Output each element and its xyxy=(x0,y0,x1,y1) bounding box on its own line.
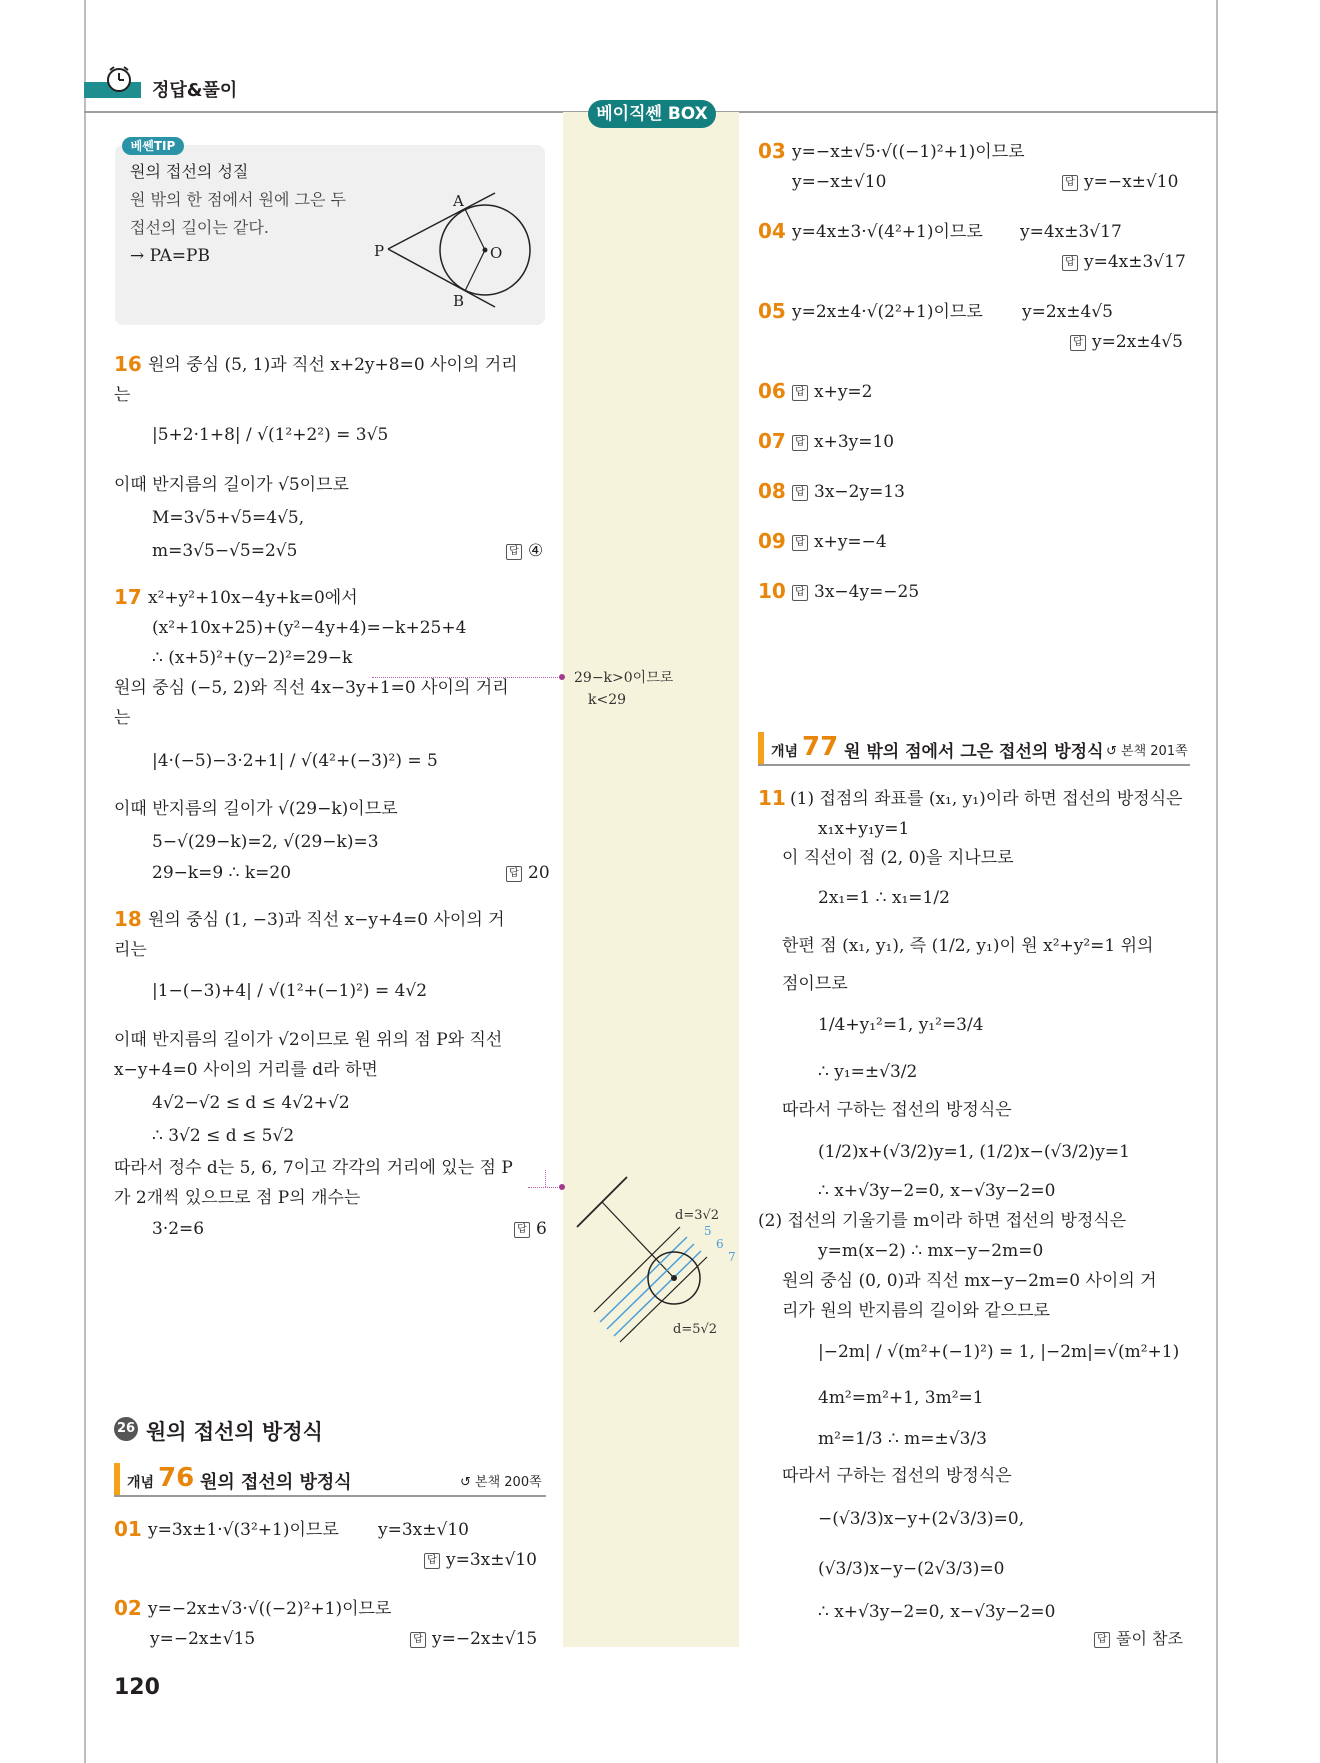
p17-line-4: 원의 중심 (−5, 2)와 직선 4x−3y+1=0 사이의 거리 xyxy=(114,678,509,698)
p16-answer xyxy=(506,540,543,562)
p11-line-22: ∴ x+√3y−2=0, x−√3y−2=0 xyxy=(818,1602,1056,1622)
answer-box-icon: 답 xyxy=(792,535,808,551)
p02-answer-value: y=−2x±√15 xyxy=(432,1629,538,1649)
p05-answer-value: y=2x±4√5 xyxy=(1092,332,1183,352)
note-dot-17 xyxy=(559,674,565,680)
p18-line-10: 3·2=6 xyxy=(152,1219,205,1239)
p02-answer xyxy=(410,1628,537,1650)
diagram-label-7: 7 xyxy=(728,1250,736,1264)
p11-answer xyxy=(1094,1628,1183,1650)
p11-line-12: (2) 접선의 기울기를 m이라 하면 접선의 방정식은 xyxy=(758,1211,1127,1231)
diagram-label-5: 5 xyxy=(704,1224,712,1238)
answer-box-icon: 답 xyxy=(792,585,808,601)
answer-box-icon: 답 xyxy=(1070,335,1086,351)
page-frame-right xyxy=(1216,0,1218,1763)
p11-line-8: ∴ y₁=±√3/2 xyxy=(818,1062,918,1082)
note-link-18-vertical xyxy=(545,1170,546,1187)
p04-line-1b: y=4x±3√17 xyxy=(1020,222,1122,242)
concept-76-bar xyxy=(114,1463,120,1495)
answer-box-icon: 답 xyxy=(792,385,808,401)
p09-answer-value: x+y=−4 xyxy=(814,532,887,552)
diagram-label-6: 6 xyxy=(716,1237,724,1251)
note-dot-18 xyxy=(559,1184,565,1190)
p16-line-5: M=3√5+√5=4√5, xyxy=(152,508,305,528)
section-title: 원의 접선의 방정식 xyxy=(146,1420,323,1444)
p05-answer xyxy=(1070,331,1183,353)
p18-line-5: x−y+4=0 사이의 거리를 d라 하면 xyxy=(114,1060,378,1080)
answer-box-icon: 답 xyxy=(410,1632,426,1648)
answer-box-icon: 답 xyxy=(1062,175,1078,191)
p01-answer-value: y=3x±√10 xyxy=(446,1550,537,1570)
p18-line-3: |1−(−3)+4| / √(1²+(−1)²) = 4√2 xyxy=(152,981,428,1001)
problem-number-08: 08 xyxy=(758,479,786,503)
p11-line-14: 원의 중심 (0, 0)과 직선 mx−y−2m=0 사이의 거 xyxy=(782,1271,1157,1291)
p17-line-2: (x²+10x+25)+(y²−4y+4)=−k+25+4 xyxy=(152,618,467,638)
p11-line-4: 2x₁=1 ∴ x₁=1/2 xyxy=(818,888,950,908)
answer-box-icon: 답 xyxy=(792,485,808,501)
p17-line-9: 29−k=9 ∴ k=20 xyxy=(152,863,292,883)
p17-line-3: ∴ (x+5)²+(y−2)²=29−k xyxy=(152,648,353,668)
p11-line-6: 점이므로 xyxy=(782,974,848,994)
answer-box-icon: 답 xyxy=(1062,255,1078,271)
p01-line-1b: y=3x±√10 xyxy=(378,1520,469,1540)
answer-box-icon: 답 xyxy=(514,1222,530,1238)
p02-line-1: y=−2x±√3·√((−2)²+1)이므로 xyxy=(148,1599,392,1619)
p07-answer-value: x+3y=10 xyxy=(814,432,895,452)
p18-line-7: ∴ 3√2 ≤ d ≤ 5√2 xyxy=(152,1126,295,1146)
problem-number-10: 10 xyxy=(758,579,786,603)
p10-answer xyxy=(792,581,919,603)
note-17-line-2: k<29 xyxy=(588,692,627,708)
tip-label-a: A xyxy=(453,192,464,210)
problem-number-07: 07 xyxy=(758,429,786,453)
p04-line-1: y=4x±3·√(4²+1)이므로 xyxy=(792,222,983,242)
p11-line-13: y=m(x−2) ∴ mx−y−2m=0 xyxy=(818,1241,1044,1261)
page-frame-left xyxy=(84,0,86,1763)
concept-77-ref xyxy=(1106,740,1188,759)
p18-line-2: 리는 xyxy=(114,940,147,960)
p11-line-10: (1/2)x+(√3/2)y=1, (1/2)x−(√3/2)y=1 xyxy=(818,1142,1130,1162)
answer-box-icon: 답 xyxy=(792,435,808,451)
p11-line-7: 1/4+y₁²=1, y₁²=3/4 xyxy=(818,1015,984,1035)
p10-answer-value: 3x−4y=−25 xyxy=(814,582,920,602)
p11-line-21: (√3/3)x−y−(2√3/3)=0 xyxy=(818,1559,1005,1579)
p17-answer-value: 20 xyxy=(528,863,550,883)
p18-line-9: 가 2개씩 있으므로 점 P의 개수는 xyxy=(114,1188,361,1208)
p17-line-7: 이때 반지름의 길이가 √(29−k)이므로 xyxy=(114,799,398,819)
p06-answer xyxy=(792,381,873,403)
p17-answer xyxy=(506,862,550,884)
p18-line-4: 이때 반지름의 길이가 √2이므로 원 위의 점 P와 직선 xyxy=(114,1030,503,1050)
p11-line-16: |−2m| / √(m²+(−1)²) = 1, |−2m|=√(m²+1) xyxy=(818,1342,1180,1362)
diagram-label-d-max: d=5√2 xyxy=(673,1322,718,1337)
tip-line-3: → PA=PB xyxy=(130,246,210,266)
answer-box-icon: 답 xyxy=(424,1553,440,1569)
p04-answer xyxy=(1062,251,1186,273)
concept-76-ref-text: 본책 200쪽 xyxy=(475,1475,542,1490)
tip-label-b: B xyxy=(453,292,465,310)
p16-answer-value: ④ xyxy=(528,541,544,561)
p09-answer xyxy=(792,531,887,553)
problem-number-17: 17 xyxy=(114,585,142,609)
diagram-label-d-min: d=3√2 xyxy=(675,1208,720,1223)
p06-answer-value: x+y=2 xyxy=(814,382,873,402)
p16-line-2: 는 xyxy=(114,385,131,405)
concept-77-header xyxy=(758,732,1190,764)
problem-number-09: 09 xyxy=(758,529,786,553)
note-link-17 xyxy=(372,677,562,678)
concept-77-rule xyxy=(758,764,1190,766)
concept-76-rule xyxy=(114,1495,546,1497)
problem-number-05: 05 xyxy=(758,299,786,323)
problem-number-16: 16 xyxy=(114,352,142,376)
p11-line-18: m²=1/3 ∴ m=±√3/3 xyxy=(818,1429,987,1449)
p11-line-2: x₁x+y₁y=1 xyxy=(818,819,910,839)
p03-line-2: y=−x±√10 xyxy=(792,172,887,192)
concept-76-prefix: 개념 xyxy=(127,1475,155,1491)
p17-line-6: |4·(−5)−3·2+1| / √(4²+(−3)²) = 5 xyxy=(152,751,438,771)
p18-line-6: 4√2−√2 ≤ d ≤ 4√2+√2 xyxy=(152,1093,350,1113)
basic-box-label: 베이직쎈 BOX xyxy=(588,100,716,128)
p01-line-1: y=3x±1·√(3²+1)이므로 xyxy=(148,1520,339,1540)
p11-line-11: ∴ x+√3y−2=0, x−√3y−2=0 xyxy=(818,1181,1056,1201)
concept-77-bar xyxy=(758,732,764,764)
header-title: 정답&풀이 xyxy=(152,80,238,101)
p17-line-5: 는 xyxy=(114,708,131,728)
tip-badge: 베쎈TIP xyxy=(122,137,184,155)
concept-77-number: 77 xyxy=(802,732,839,762)
p17-line-1: x²+y²+10x−4y+k=0에서 xyxy=(148,588,358,608)
distance-diagram xyxy=(572,1172,737,1347)
answer-box-icon: 답 xyxy=(506,866,522,882)
p11-line-19: 따라서 구하는 접선의 방정식은 xyxy=(782,1466,1012,1486)
p16-line-4: 이때 반지름의 길이가 √5이므로 xyxy=(114,475,349,495)
note-link-18 xyxy=(528,1187,562,1188)
p03-answer xyxy=(1062,171,1178,193)
p11-line-3: 이 직선이 점 (2, 0)을 지나므로 xyxy=(782,848,1014,868)
page-number: 120 xyxy=(114,1675,160,1700)
p08-answer-value: 3x−2y=13 xyxy=(814,482,905,502)
tip-line-1: 원 밖의 한 점에서 원에 그은 두 xyxy=(130,190,346,209)
p11-answer-value: 풀이 참조 xyxy=(1116,1629,1183,1648)
tip-label-p: P xyxy=(374,242,385,260)
p01-answer xyxy=(424,1549,537,1571)
book-ref-icon: ↺ xyxy=(1106,744,1122,759)
section-badge: 26 xyxy=(114,1417,138,1441)
p17-line-8: 5−√(29−k)=2, √(29−k)=3 xyxy=(152,832,379,852)
p18-line-8: 따라서 정수 d는 5, 6, 7이고 각각의 거리에 있는 점 P xyxy=(114,1158,513,1178)
p11-line-9: 따라서 구하는 접선의 방정식은 xyxy=(782,1100,1012,1120)
p08-answer xyxy=(792,481,905,503)
problem-number-02: 02 xyxy=(114,1596,142,1620)
p03-line-1: y=−x±√5·√((−1)²+1)이므로 xyxy=(792,142,1025,162)
p18-answer-value: 6 xyxy=(536,1219,547,1239)
p18-line-1: 원의 중심 (1, −3)과 직선 x−y+4=0 사이의 거 xyxy=(148,910,505,930)
tip-title: 원의 접선의 성질 xyxy=(130,162,249,181)
concept-77-ref-text: 본책 201쪽 xyxy=(1121,744,1188,759)
book-ref-icon: ↺ xyxy=(460,1475,476,1490)
p18-answer xyxy=(514,1218,547,1240)
concept-76-header xyxy=(114,1463,546,1495)
note-17-line-1: 29−k>0이므로 xyxy=(574,670,674,686)
problem-number-04: 04 xyxy=(758,219,786,243)
concept-76-number: 76 xyxy=(158,1463,195,1493)
p02-line-2: y=−2x±√15 xyxy=(150,1629,256,1649)
p16-line-6: m=3√5−√5=2√5 xyxy=(152,541,298,561)
p11-line-17: 4m²=m²+1, 3m²=1 xyxy=(818,1388,984,1408)
tip-line-2: 접선의 길이는 같다. xyxy=(130,218,269,237)
problem-number-03: 03 xyxy=(758,139,786,163)
answer-box-icon: 답 xyxy=(1094,1632,1110,1648)
p11-line-5: 한편 점 (x₁, y₁), 즉 (1/2, y₁)이 원 x²+y²=1 위의 xyxy=(782,936,1154,956)
p16-line-3: |5+2·1+8| / √(1²+2²) = 3√5 xyxy=(152,425,389,445)
p11-line-15: 리가 원의 반지름의 길이와 같으므로 xyxy=(782,1301,1050,1321)
p05-line-1b: y=2x±4√5 xyxy=(1022,302,1113,322)
p07-answer xyxy=(792,431,894,453)
p16-line-1: 원의 중심 (5, 1)과 직선 x+2y+8=0 사이의 거리 xyxy=(148,355,518,375)
concept-76-title: 원의 접선의 방정식 xyxy=(200,1472,352,1493)
concept-77-title: 원 밖의 점에서 그은 접선의 방정식 xyxy=(844,742,1104,762)
tip-label-o: O xyxy=(490,244,503,262)
alarm-clock-icon xyxy=(104,64,134,94)
p03-answer-value: y=−x±√10 xyxy=(1084,172,1179,192)
problem-number-01: 01 xyxy=(114,1517,142,1541)
problem-number-11: 11 xyxy=(758,786,786,810)
p11-line-20: −(√3/3)x−y+(2√3/3)=0, xyxy=(818,1509,1025,1529)
p11-line-1: (1) 접점의 좌표를 (x₁, y₁)이라 하면 접선의 방정식은 xyxy=(790,789,1183,809)
basic-box-column xyxy=(563,112,739,1647)
p05-line-1: y=2x±4·√(2²+1)이므로 xyxy=(792,302,983,322)
concept-77-prefix: 개념 xyxy=(771,744,799,760)
problem-number-06: 06 xyxy=(758,379,786,403)
problem-number-18: 18 xyxy=(114,907,142,931)
concept-76-ref xyxy=(460,1471,542,1490)
answer-box-icon: 답 xyxy=(506,544,522,560)
p04-answer-value: y=4x±3√17 xyxy=(1084,252,1186,272)
